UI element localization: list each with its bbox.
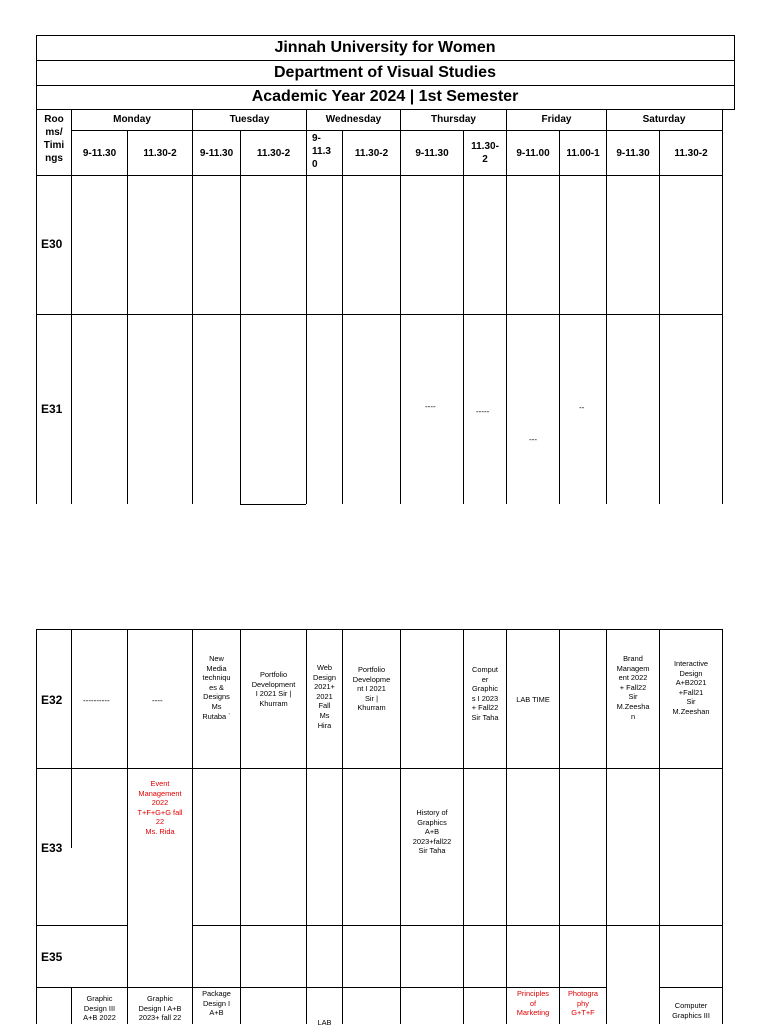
bottom-mon-1: Graphic Design III A+B 2022 [83, 994, 116, 1023]
slot-fri-2: 11.00-1 [566, 148, 600, 159]
slot-tue-1: 9-11.30 [199, 148, 234, 159]
room-e31: E31 [41, 402, 63, 416]
e33-mon-2: Event Management 2022 T+F+G+G fall 22 Ms. Rida [137, 779, 183, 836]
slot-tue-2: 11.30-2 [256, 148, 291, 159]
e33-thu-1: History of Graphics A+B 2023+fall22 Sir Taha [412, 808, 452, 856]
e32-thu-2: Comput er Graphic s I 2023 + Fall22 Sir Taha [471, 665, 499, 722]
e31-fri-1: --- [529, 435, 537, 444]
bottom-mon-2: Graphic Design I A+B 2023+ fall 22 [138, 994, 182, 1023]
slot-mon-1: 9-11.30 [82, 148, 117, 159]
day-tuesday: Tuesday [229, 114, 270, 125]
slot-sat-2: 11.30-2 [674, 148, 708, 159]
bottom-fri-2: Photogra phy G+T+F [568, 989, 598, 1018]
slot-wed-1: 9- 11.3 0 [312, 133, 331, 170]
day-wednesday: Wednesday [325, 114, 382, 125]
slot-mon-2: 11.30-2 [143, 148, 177, 159]
room-e33: E33 [41, 841, 63, 855]
e32-wed-2: Portfolio Developme nt I 2021 Sir | Khurram [352, 665, 391, 713]
day-thursday: Thursday [430, 114, 476, 125]
slot-wed-2: 11.30-2 [354, 148, 389, 159]
e32-mon-2: ---- [152, 696, 163, 705]
slot-thu-1: 9-11.30 [415, 148, 449, 159]
bottom-tue-1: Package Design I A+B [202, 989, 231, 1018]
e32-sat-2: Interactive Design A+B2021 +Fall21 Sir M.Zeeshan [672, 659, 710, 716]
e32-tue-2: Portfolio Development I 2021 Sir | Khurram [251, 670, 296, 708]
e31-thu-1: ---- [425, 402, 436, 411]
room-e30: E30 [41, 237, 63, 251]
bottom-wed-1: LAB [317, 1018, 332, 1027]
e31-thu-2: ----- [476, 407, 490, 416]
day-saturday: Saturday [642, 114, 686, 125]
slot-thu-2: 11.30- 2 [471, 141, 499, 165]
day-friday: Friday [541, 114, 572, 125]
slot-sat-1: 9-11.30 [616, 148, 650, 159]
e31-fri-2: -- [579, 403, 585, 412]
e32-mon-1: ---------- [83, 696, 110, 705]
e32-sat-1: Brand Managem ent 2022 + Fall22 Sir M.Zeesha n [616, 654, 650, 721]
room-e35: E35 [41, 950, 63, 964]
university-title: Jinnah University for Women [274, 39, 496, 56]
e32-tue-1: New Media techniqu es & Designs Ms Rutaba ` [202, 654, 231, 721]
rooms-timings-label: Roo ms/ Timi ngs [43, 114, 65, 164]
academic-year-title: Academic Year 2024 | 1st Semester [251, 88, 519, 105]
room-e32: E32 [41, 693, 63, 707]
e32-wed-1: Web Design 2021+ 2021 Fall Ms Hira [312, 663, 336, 730]
bottom-sat-2: Computer Graphics III [672, 1001, 710, 1020]
slot-fri-1: 9-11.00 [516, 148, 550, 159]
bottom-fri-1: Principles of Marketing [516, 989, 550, 1018]
department-title: Department of Visual Studies [274, 64, 496, 81]
e32-fri-1: LAB TIME [516, 695, 550, 704]
day-monday: Monday [113, 114, 151, 125]
